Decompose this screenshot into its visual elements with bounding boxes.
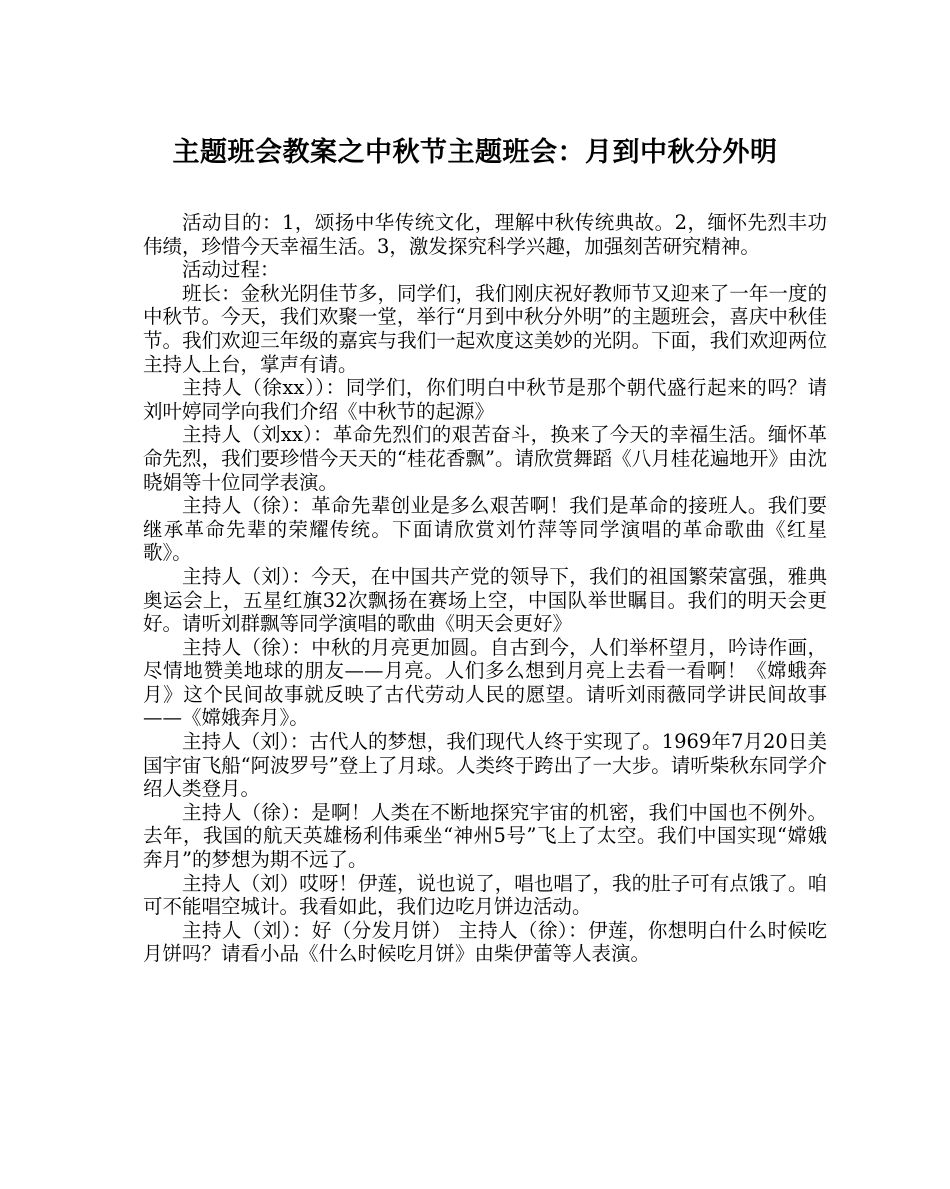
document-title: 主题班会教案之中秋节主题班会：月到中秋分外明 [172, 137, 778, 168]
paragraph: 主持人（刘）：好（分发月饼） 主持人（徐）：伊莲，你想明白什么时候吃月饼吗？请看小品《什么时候吃月饼》由柴伊蕾等人表演。 [143, 918, 827, 966]
paragraph: 主持人（徐xx））：同学们，你们明白中秋节是那个朝代盛行起来的吗？请刘叶婷同学向我们介绍《中秋节的起源》 [143, 376, 827, 423]
paragraph: 主持人（刘xx）：革命先烈们的艰苦奋斗，换来了今天的幸福生活。缅怀革命先烈，我们要珍惜今天天的“桂花香飘”。请欣赏舞蹈《八月桂花遍地开》由沈晓娟等十位同学表演。 [143, 423, 827, 494]
paragraph: 主持人（徐）：是啊！人类在不断地探究宇宙的机密，我们中国也不例外。去年，我国的航天英雄杨利伟乘坐“神州5号”飞上了太空。我们中国实现“嫦娥奔月”的梦想为期不远了。 [143, 800, 827, 872]
paragraph: 主持人（徐）：中秋的月亮更加圆。自古到今，人们举杯望月，吟诗作画，尽情地赞美地球的朋友——月亮。人们多么想到月亮上去看一看啊！《嫦蛾奔月》这个民间故事就反映了古代劳动人民的愿望。请听刘雨薇同学讲民间故事——《嫦娥奔月》。 [143, 635, 827, 730]
paragraph-process-heading: 活动过程： [182, 258, 280, 282]
paragraph: 主持人（刘）哎呀！伊莲，说也说了，唱也唱了，我的肚子可有点饿了。咱可不能唱空城计。我看如此，我们边吃月饼边活动。 [143, 871, 827, 919]
paragraph: 主持人（刘）：古代人的梦想，我们现代人终于实现了。1969年7月20日美国宇宙飞船“阿波罗号”登上了月球。人类终于跨出了一大步。请听柴秋东同学介绍人类登月。 [143, 730, 827, 801]
paragraph: 主持人（刘）：今天，在中国共产党的领导下，我们的祖国繁荣富强，雅典奥运会上，五星红旗32次飘扬在赛场上空，中国队举世瞩目。我们的明天会更好。请听刘群飘等同学演唱的歌曲《明天会更好》 [143, 564, 827, 636]
paragraph: 主持人（徐）：革命先辈创业是多么艰苦啊！我们是革命的接班人。我们要继承革命先辈的荣耀传统。下面请欣赏刘竹萍等同学演唱的革命歌曲《红星歌》。 [143, 494, 827, 565]
paragraph-monitor-intro: 班长：金秋光阴佳节多，同学们，我们刚庆祝好教师节又迎来了一年一度的中秋节。今天，我们欢聚一堂，举行“月到中秋分外明”的主题班会，喜庆中秋佳节。我们欢迎三年级的嘉宾与我们一起欢度这美妙的光阴。下面，我们欢迎两位主持人上台，掌声有请。 [143, 281, 827, 376]
document-body [143, 211, 827, 966]
paragraph-objectives: 活动目的：1，颂扬中华传统文化，理解中秋传统典故。2，缅怀先烈丰功伟绩，珍惜今天幸福生活。3，激发探究科学兴趣，加强刻苦研究精神。 [143, 211, 827, 258]
